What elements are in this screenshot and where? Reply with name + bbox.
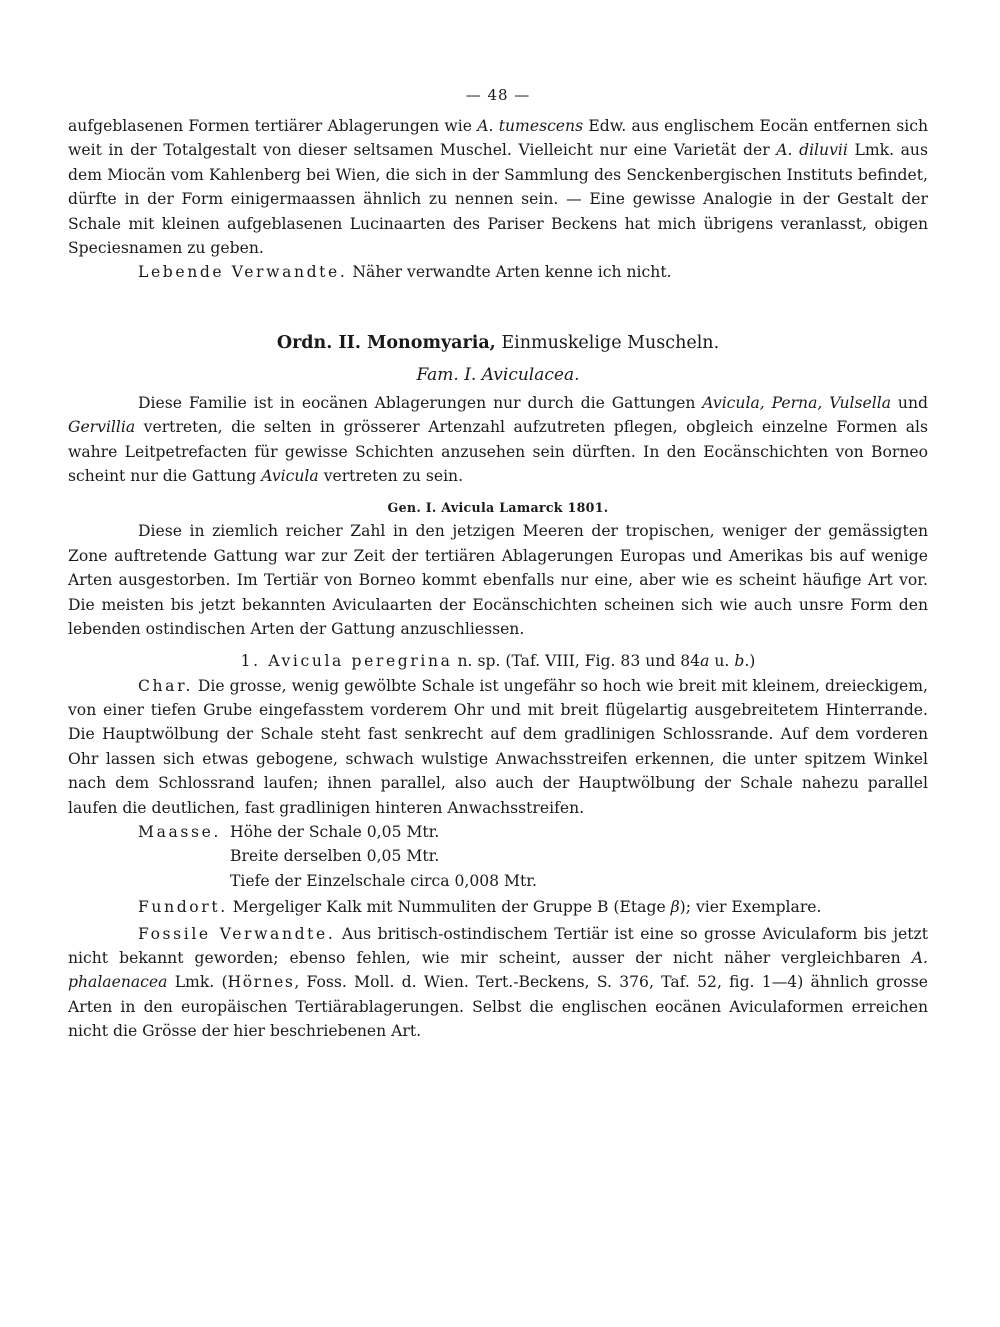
figure-letter: a <box>700 651 710 670</box>
text: Lmk. aus dem Miocän vom Kahlenberg bei Wien, die sich in der Sammlung des Senckenbergischen Instituts befindet, dürfte in der Form einigermaassen ähnlich zu nennen sein. — Eine gewisse Analogie in der Gestalt der Schale mit kleinen aufgeblasenen Lucinaarten des Pariser Beckens hat mich übrigens veranlasst, obigen Speciesnamen zu geben. <box>68 141 928 258</box>
paragraph-genus: Diese in ziemlich reicher Zahl in den jetzigen Meeren der tropischen, weniger der gemässigten Zone auftretende Gattung war zur Zeit der tertiären Ablagerungen Europas und Amerikas bis auf wenige Arten ausgestorben. Im Tertiär von Borneo kommt ebenfalls nur eine, aber wie es scheint häufige Art vor. Die meisten bis jetzt bekannten Aviculaarten der Eocänschichten scheinen sich wie auch unsre Form den lebenden ostindischen Arten der Gattung anzuschliessen. <box>68 522 928 639</box>
measurement-line: Tiefe der Einzelschale circa 0,008 Mtr. <box>230 871 537 890</box>
paragraph-lebende-verwandte <box>68 260 928 284</box>
text: Edw. aus englischem Eocän entfernen sich weit in der Totalgestalt von dieser seltsamen Muschel. Vielleicht nur eine Varietät der <box>68 117 928 160</box>
text: .) <box>744 651 756 670</box>
family-heading <box>68 365 928 385</box>
genus-name: Gervillia <box>68 418 136 437</box>
measurement-line: Breite derselben 0,05 Mtr. <box>230 847 440 866</box>
family-name: Fam. I. Aviculacea. <box>416 364 580 385</box>
measurements-block <box>68 820 928 893</box>
paragraph-fossile-verwandte <box>68 922 928 1044</box>
species-name: A. phalaenacea <box>68 948 928 992</box>
page-number: — 48 — <box>465 86 531 104</box>
section-label: Fundort. <box>138 898 228 917</box>
text: u. <box>709 651 735 670</box>
paragraph-char <box>68 674 928 820</box>
text: aufgeblasenen Formen tertiärer Ablagerungen wie <box>68 117 478 135</box>
species-name: A. diluvii <box>776 141 848 160</box>
text: Lmk. ( <box>167 973 228 992</box>
paragraph-intro <box>68 114 928 260</box>
measurement-line <box>68 820 928 844</box>
text: Diese Familie ist in eocänen Ablagerungen nur durch die Gattungen <box>138 393 703 412</box>
text: Mergeliger Kalk mit Nummuliten der Gruppe B (Etage <box>227 898 671 917</box>
text: Die grosse, wenig gewölbte Schale ist ungefähr so hoch wie breit mit kleinem, dreieckigem, von einer tiefen Grube eingefasstem vorderem Ohr und mit breit flügelartig ausgebreitetem Hinterrande. Die Hauptwölbung der Schale steht fast senkrecht auf dem gradlinigen Schlossrande. Auf dem vorderen Ohr lassen sich etwas gebogene, schwach wulstige Anwachsstreifen erkennen, die unter spitzem Winkel nach dem Schlossrand laufen; ihnen parallel, also auch der Hauptwölbung der Schale nahezu parallel laufen die deutlichen, fast gradlinigen hinteren Anwachsstreifen. <box>68 676 928 817</box>
figure-letter: b <box>734 651 745 670</box>
species-reference: n. sp. (Taf. VIII, Fig. 83 und 84 <box>452 651 701 670</box>
genus-name: Avicula <box>261 467 319 486</box>
genus-heading: Gen. I. Avicula Lamarck 1801. <box>387 500 609 516</box>
section-label: Lebende Verwandte. <box>138 263 348 282</box>
text: Aus britisch-ostindischem Tertiär ist eine so grosse Aviculaform bis jetzt nicht bekannt geworden; ebenso fehlen, wie mir scheint, ausser der nicht näher vergleichbaren <box>68 924 929 967</box>
section-label: Maasse. <box>138 822 221 841</box>
species-heading <box>68 648 928 674</box>
measurement-value: Höhe der Schale 0,05 Mtr. <box>230 822 440 841</box>
order-heading <box>68 333 928 353</box>
text: und <box>891 393 929 412</box>
genus-names: Avicula, Perna, Vulsella <box>702 393 892 412</box>
text: vertreten, die selten in grösserer Artenzahl aufzutreten pflegen, obgleich einzelne Formen als wahre Leitpetrefacten für gewisse Schichten anzusehen sein dürften. In den Eocänschichten von Borneo scheint nur die Gattung <box>68 418 928 486</box>
species-name: A. tumescens <box>477 117 584 135</box>
author-name: Hörnes <box>227 973 295 992</box>
greek-letter: β <box>670 898 680 917</box>
page-body <box>68 86 928 1044</box>
text: , Foss. Moll. d. Wien. Tert.-Beckens, S. 376, Taf. 52, fig. 1—4) ähnlich grosse Arten in den europäischen Tertiärablagerungen. Selbst die englischen eocänen Aviculaformen erreichen nicht die Grösse der hier beschriebenen Art. <box>68 973 929 1041</box>
text: vertreten zu sein. <box>318 467 464 486</box>
section-label: Char. <box>138 676 193 695</box>
order-description: Einmuskelige Muscheln. <box>495 332 720 353</box>
paragraph-fundort <box>68 895 928 919</box>
species-name: 1. Avicula peregrina <box>240 651 453 670</box>
paragraph-family <box>68 391 928 489</box>
section-label: Fossile Verwandte. <box>138 924 336 943</box>
text: Näher verwandte Arten kenne ich nicht. <box>347 263 672 282</box>
text: ); vier Exemplare. <box>679 898 822 917</box>
order-name: Ordn. II. Monomyaria, <box>276 332 496 353</box>
